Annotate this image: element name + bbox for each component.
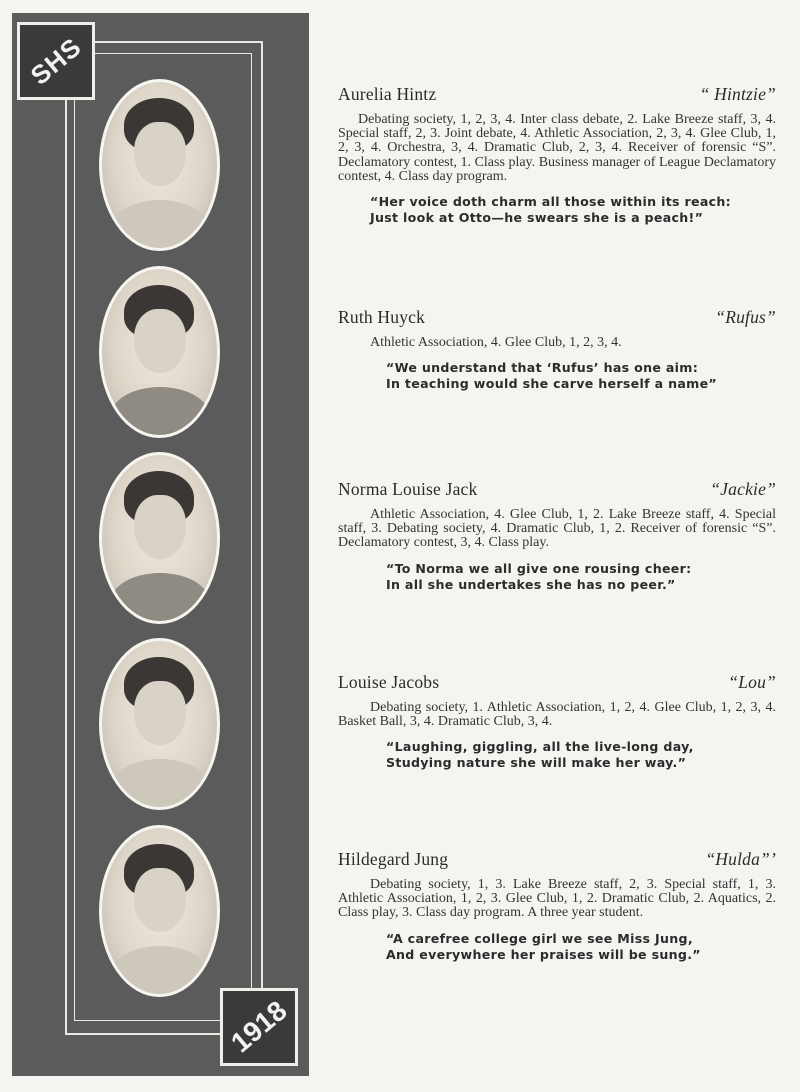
year-badge [220, 988, 298, 1066]
entry-header [338, 479, 776, 500]
student-record: Athletic Association, 4. Glee Club, 1, 2. Lake Breeze staff, 4. Special staff, 3. Debating society, 4. Dramatic Club, 1, 2. Receiver of forensic “S”. Declamatory contest, 3, 4. Class play. [338, 507, 776, 551]
year-badge-text: 1918 [224, 994, 293, 1059]
verse-line: And everywhere her praises will be sung.” [386, 946, 701, 962]
student-record: Athletic Association, 4. Glee Club, 1, 2, 3, 4. [370, 335, 622, 350]
student-verse [370, 194, 776, 226]
shs-badge-text: SHS [24, 30, 87, 91]
portrait-norma-louise-jack [99, 452, 220, 624]
entry-header [338, 307, 776, 328]
portrait-hildegard-jung [99, 825, 220, 997]
verse-line: “Laughing, giggling, all the live-long day, [386, 739, 694, 755]
verse-line: In teaching would she carve herself a name” [386, 376, 717, 392]
student-entry [338, 307, 776, 392]
student-verse [386, 739, 776, 771]
student-verse [386, 360, 776, 392]
student-name: Ruth Huyck [338, 307, 426, 327]
student-nickname: “Lou” [728, 672, 776, 692]
student-record: Debating society, 1. Athletic Association, 1, 2, 4. Glee Club, 1, 2, 3, 4. Basket Ball, 3, 4. Dramatic Club, 3, 4. [338, 700, 776, 730]
student-name: Louise Jacobs [338, 672, 440, 692]
verse-line: “A carefree college girl we see Miss Jung, [386, 930, 693, 946]
student-entry [338, 849, 776, 963]
student-name: Aurelia Hintz [338, 84, 437, 104]
student-nickname: “ Hintzie” [699, 84, 776, 104]
student-entry [338, 479, 776, 593]
verse-line: “We understand that ‘Rufus’ has one aim: [386, 360, 699, 376]
student-nickname: “Jackie” [710, 479, 776, 499]
verse-line: “Her voice doth charm all those within its reach: [370, 194, 732, 210]
student-record: Debating society, 1, 2, 3, 4. Inter class debate, 2. Lake Breeze staff, 3, 4. Special staff, 2, 3. Joint debate, 4. Athletic Association, 2, 3, 4. Glee Club, 1, 2, 3, 4. Orchestra, 3, 4. Dramatic Club, 2, 3, 4. Receiver of forensic “S”. Declamatory contest, 1. Class play. Business manager of League Declamatory contest, 4. Class day program. [338, 112, 776, 184]
verse-line: Just look at Otto—he swears she is a peach!” [370, 210, 704, 226]
entry-header [338, 84, 776, 105]
portrait-aurelia-hintz [99, 79, 220, 251]
entry-header [338, 672, 776, 693]
entry-header [338, 849, 776, 870]
student-verse [386, 931, 776, 963]
student-verse [386, 561, 776, 593]
student-entry [338, 84, 776, 226]
student-entry [338, 672, 776, 771]
portrait-ruth-huyck [99, 266, 220, 438]
student-nickname: “Hulda”’ [705, 849, 776, 869]
student-name: Norma Louise Jack [338, 479, 478, 499]
shs-badge [17, 22, 95, 100]
verse-line: Studying nature she will make her way.” [386, 755, 687, 771]
student-name: Hildegard Jung [338, 849, 449, 869]
student-record: Debating society, 1, 3. Lake Breeze staff, 2, 3. Special staff, 1, 3. Athletic Association, 1, 2, 3. Glee Club, 1, 2. Dramatic Club, 2. Aquatics, 2. Class play, 3. Class day program. A three year student. [338, 877, 776, 921]
verse-line: “To Norma we all give one rousing cheer: [386, 560, 692, 576]
portrait-louise-jacobs [99, 638, 220, 810]
photo-strip [12, 13, 309, 1076]
student-nickname: “Rufus” [715, 307, 776, 327]
verse-line: In all she undertakes she has no peer.” [386, 576, 676, 592]
